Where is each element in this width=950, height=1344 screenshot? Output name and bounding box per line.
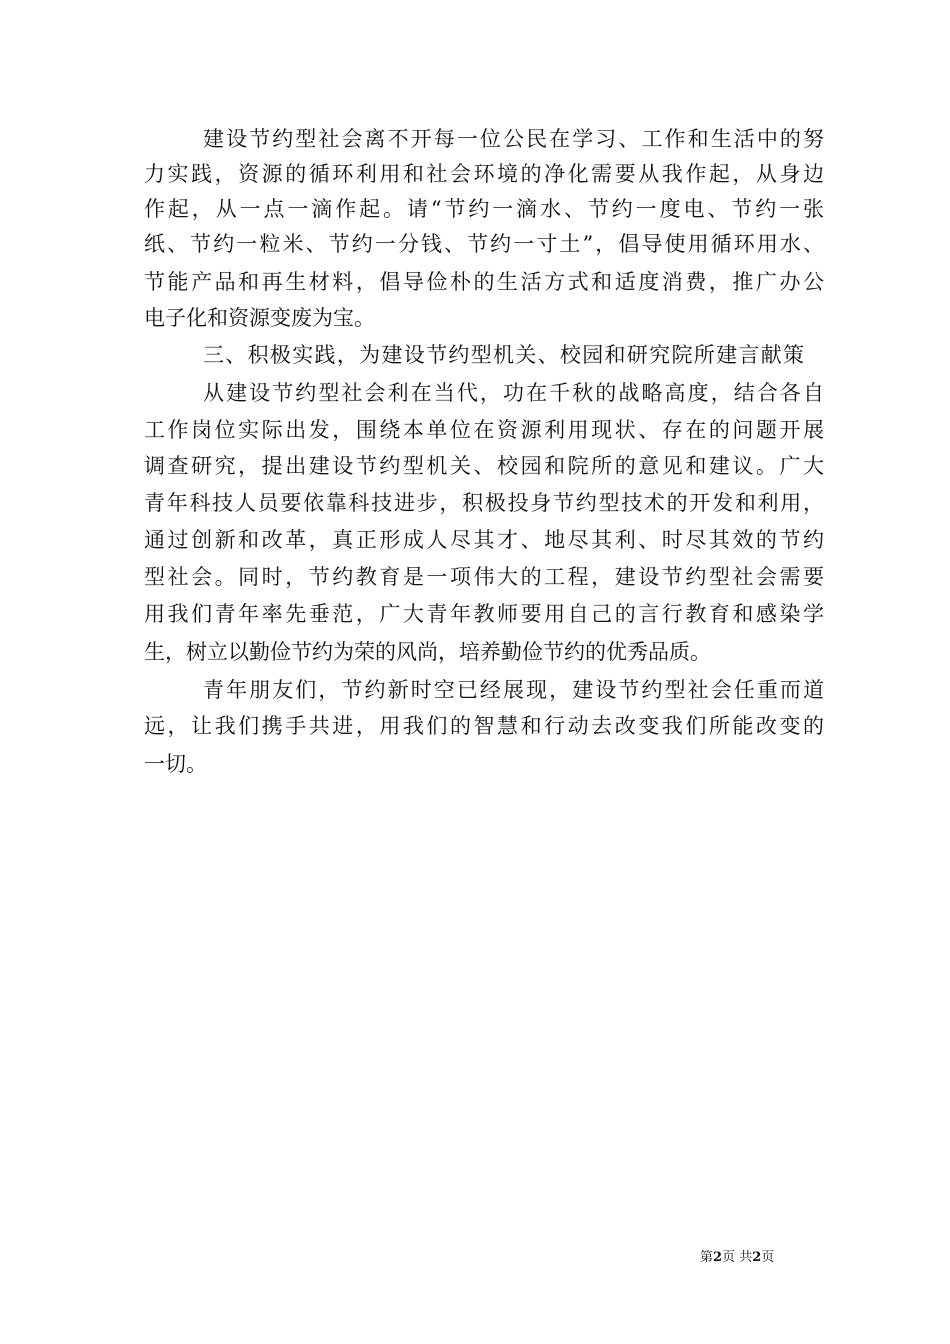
footer-total-pages: 2 xyxy=(752,1250,762,1265)
page-number-footer xyxy=(700,1249,810,1267)
footer-suffix: 页 xyxy=(761,1250,775,1265)
paragraph-1-line-1: 建设节约型社会离不开每一位公民在学习、工作和生活中的努 xyxy=(203,127,824,151)
paragraph-2-line-4: 青年科技人员要依靠科技进步，积极投身节约型技术的开发和利用， xyxy=(144,491,824,515)
paragraph-2-line-5: 通过创新和改革，真正形成人尽其才、地尽其利、时尽其效的节约 xyxy=(144,528,824,552)
paragraph-2-line-2: 工作岗位实际出发，围绕本单位在资源利用现状、存在的问题开展 xyxy=(144,418,824,442)
paragraph-2-line-6: 型社会。同时，节约教育是一项伟大的工程，建设节约型社会需要 xyxy=(144,565,824,589)
footer-current-page: 2 xyxy=(713,1250,723,1265)
paragraph-2-line-3: 调查研究，提出建设节约型机关、校园和院所的意见和建议。广大 xyxy=(144,454,824,478)
footer-prefix: 第 xyxy=(700,1250,714,1265)
paragraph-2-line-1: 从建设节约型社会利在当代，功在千秋的战略高度，结合各自 xyxy=(203,381,824,405)
paragraph-3-line-2: 远，让我们携手共进，用我们的智慧和行动去改变我们所能改变的 xyxy=(144,714,824,738)
paragraph-1-line-4: 纸、节约一粒米、节约一分钱、节约一寸土”，倡导使用循环用水、 xyxy=(144,232,824,256)
paragraph-1-line-3: 作起，从一点一滴作起。请“节约一滴水、节约一度电、节约一张 xyxy=(144,197,824,221)
footer-middle: 页 共 xyxy=(722,1250,753,1265)
paragraph-3-line-3: 一切。 xyxy=(144,752,207,776)
section-heading: 三、积极实践，为建设节约型机关、校园和研究院所建言献策 xyxy=(203,343,804,367)
paragraph-3-line-1: 青年朋友们，节约新时空已经展现，建设节约型社会任重而道 xyxy=(203,678,824,702)
paragraph-1-line-6: 电子化和资源变废为宝。 xyxy=(144,306,375,330)
paragraph-1-line-2: 力实践，资源的循环利用和社会环境的净化需要从我作起，从身边 xyxy=(144,162,824,186)
paragraph-1-line-5: 节能产品和再生材料，倡导俭朴的生活方式和适度消费，推广办公 xyxy=(144,270,824,294)
paragraph-2-line-7: 用我们青年率先垂范，广大青年教师要用自己的言行教育和感染学 xyxy=(144,602,824,626)
paragraph-2-line-8: 生，树立以勤俭节约为荣的风尚，培养勤俭节约的优秀品质。 xyxy=(144,640,711,664)
